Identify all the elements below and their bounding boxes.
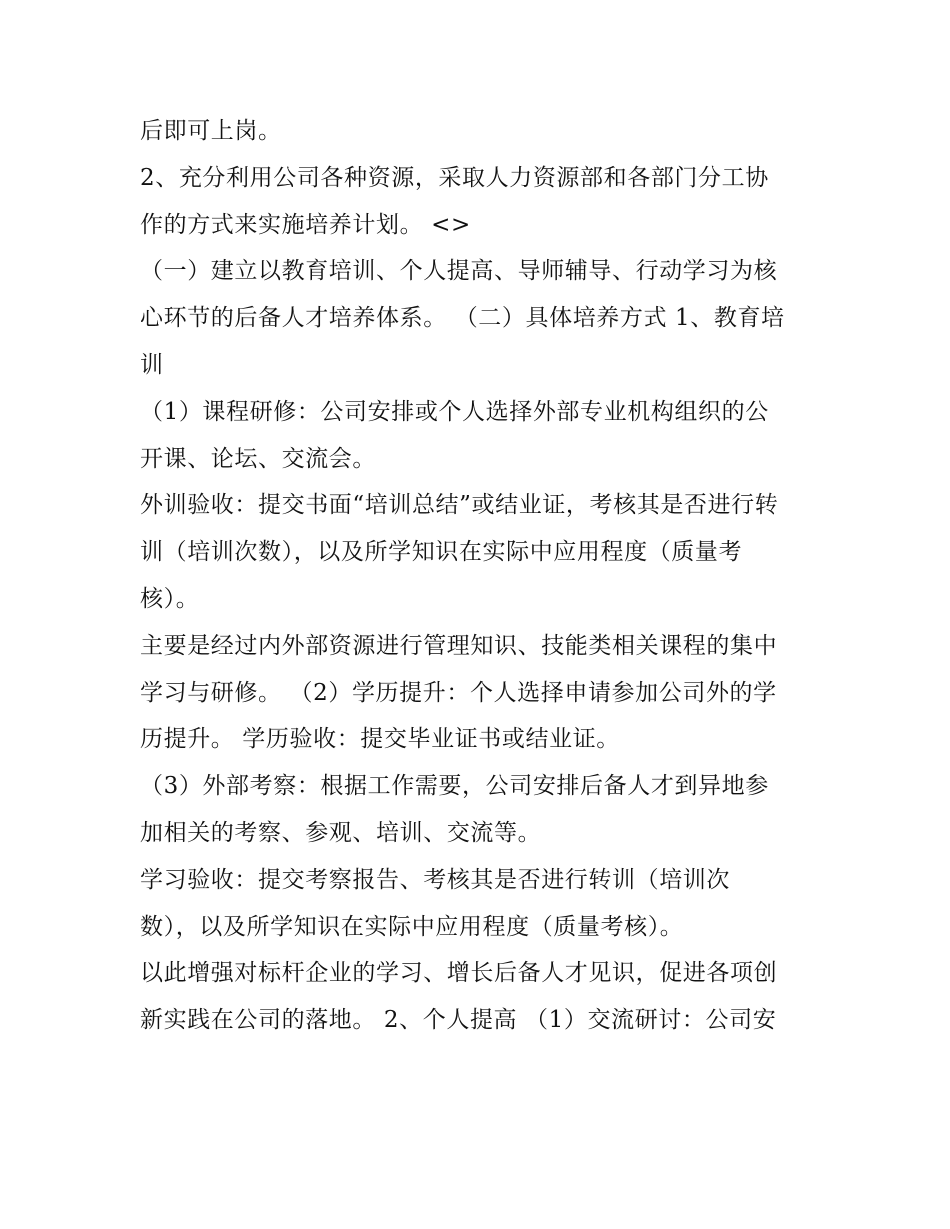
text-line: 训（培训次数），以及所学知识在实际中应用程度（质量考 (140, 539, 743, 566)
text-line: 后即可上岗。 (140, 118, 282, 144)
document-body (140, 108, 820, 1044)
text-line: （一）建立以教育培训、个人提高、导师辅导、行动学习为核 (140, 258, 778, 285)
text-line: 新实践在公司的落地。 2、个人提高 （1）交流研讨：公司安 (140, 1007, 777, 1034)
text-line: 数），以及所学知识在实际中应用程度（质量考核）。 (140, 913, 684, 940)
text-line: 作的方式来实施培养计划。 <> (140, 211, 471, 238)
text-line: （3）外部考察：根据工作需要，公司安排后备人才到异地参 (140, 773, 769, 800)
text-line: 学习验收：提交考察报告、考核其是否进行转训（培训次 (140, 866, 730, 893)
text-line: 核）。 (140, 585, 200, 612)
text-line: 学习与研修。 （2）学历提升：个人选择申请参加公司外的学 (140, 679, 777, 706)
text-line: 以此增强对标杆企业的学习、增长后备人才见识，促进各项创 (140, 960, 778, 987)
text-line: 心环节的后备人才培养体系。 （二）具体培养方式 1、教育培 (140, 305, 785, 332)
text-line: （1）课程研修：公司安排或个人选择外部专业机构组织的公 (140, 398, 769, 425)
text-line: 开课、论坛、交流会。 (140, 445, 376, 472)
text-line: 历提升。 学历验收：提交毕业证书或结业证。 (140, 726, 620, 753)
text-line: 加相关的考察、参观、培训、交流等。 (140, 819, 542, 846)
text-line: 2、充分利用公司各种资源，采取人力资源部和各部门分工协 (140, 164, 769, 191)
text-line: 外训验收：提交书面“培训总结”或结业证，考核其是否进行转 (140, 492, 779, 519)
text-line: 主要是经过内外部资源进行管理知识、技能类相关课程的集中 (140, 632, 778, 659)
text-line: 训 (140, 351, 164, 378)
